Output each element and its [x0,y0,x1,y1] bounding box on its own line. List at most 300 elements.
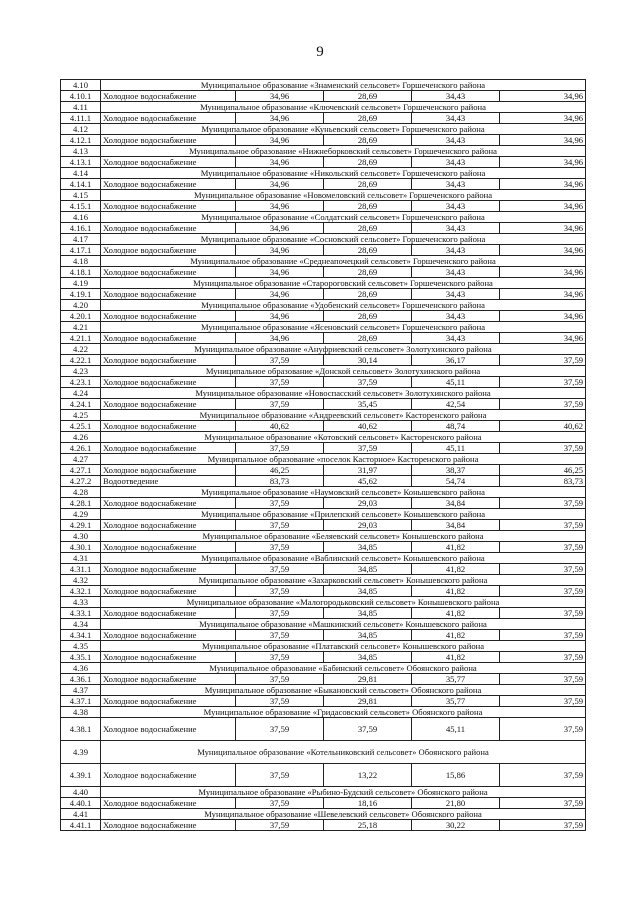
section-title: Муниципальное образование «Новомеловский сельсовет» Горшеченского района [101,190,586,201]
value-cell-1: 37,59 [236,377,324,388]
value-cell-1: 46,25 [236,465,324,476]
table-row [61,91,586,102]
section-header-row [61,641,586,652]
section-header-row [61,168,586,179]
section-number: 4.20 [61,300,101,311]
value-cell-2: 45,62 [324,476,412,487]
section-title: Муниципальное образование «Солдатский сельсовет» Горшеченского района [101,212,586,223]
table-row [61,223,586,234]
row-number: 4.23.1 [61,377,101,388]
value-cell-3: 34,43 [412,289,500,300]
row-number: 4.29.1 [61,520,101,531]
section-header-row [61,487,586,498]
row-number: 4.36.1 [61,674,101,685]
value-cell-2: 29,81 [324,674,412,685]
value-cell-2: 28,69 [324,267,412,278]
value-cell-4: 37,59 [500,718,586,741]
service-name: Холодное водоснабжение [101,399,236,410]
value-cell-2: 34,85 [324,608,412,619]
value-cell-4: 34,96 [500,135,586,146]
value-cell-2: 28,69 [324,201,412,212]
section-header-row [61,809,586,820]
value-cell-3: 42,54 [412,399,500,410]
value-cell-2: 40,62 [324,421,412,432]
value-cell-3: 34,84 [412,498,500,509]
value-cell-1: 34,96 [236,289,324,300]
table-row [61,608,586,619]
service-name: Холодное водоснабжение [101,377,236,388]
value-cell-2: 28,69 [324,289,412,300]
value-cell-4: 34,96 [500,113,586,124]
value-cell-1: 37,59 [236,820,324,831]
value-cell-2: 28,69 [324,91,412,102]
section-header-row [61,553,586,564]
section-title: Муниципальное образование «Сосновский сельсовет» Горшеченского района [101,234,586,245]
section-title: Муниципальное образование «Быкановский сельсовет» Обоянского района [101,685,586,696]
value-cell-3: 41,82 [412,586,500,597]
value-cell-1: 34,96 [236,267,324,278]
value-cell-4: 37,59 [500,820,586,831]
value-cell-1: 34,96 [236,201,324,212]
service-name: Холодное водоснабжение [101,267,236,278]
table-row [61,696,586,707]
value-cell-1: 37,59 [236,652,324,663]
section-title: Муниципальное образование «Ключевский сельсовет» Горшеченского района [101,102,586,113]
section-number: 4.15 [61,190,101,201]
value-cell-2: 28,69 [324,113,412,124]
value-cell-1: 34,96 [236,333,324,344]
value-cell-1: 37,59 [236,399,324,410]
service-name: Холодное водоснабжение [101,696,236,707]
section-header-row [61,707,586,718]
section-title: Муниципальное образование «Удобенский сельсовет» Горшеченского района [101,300,586,311]
value-cell-1: 34,96 [236,179,324,190]
table-row [61,267,586,278]
section-header-row [61,388,586,399]
table-row [61,179,586,190]
value-cell-3: 34,43 [412,135,500,146]
service-name: Холодное водоснабжение [101,608,236,619]
section-number: 4.22 [61,344,101,355]
value-cell-1: 37,59 [236,718,324,741]
row-number: 4.37.1 [61,696,101,707]
section-header-row [61,300,586,311]
table-row [61,652,586,663]
value-cell-2: 37,59 [324,718,412,741]
section-title: Муниципальное образование «Нижнеборковский сельсовет» Горшеченского района [101,146,586,157]
value-cell-3: 45,11 [412,377,500,388]
section-number: 4.38 [61,707,101,718]
section-title: Муниципальное образование «Захарковский сельсовет» Конышевского района [101,575,586,586]
value-cell-2: 28,69 [324,135,412,146]
table-row [61,399,586,410]
page-number: 9 [316,44,324,60]
service-name: Холодное водоснабжение [101,201,236,212]
row-number: 4.28.1 [61,498,101,509]
row-number: 4.20.1 [61,311,101,322]
row-number: 4.11.1 [61,113,101,124]
table-row [61,245,586,256]
service-name: Холодное водоснабжение [101,443,236,454]
section-header-row [61,190,586,201]
value-cell-3: 41,82 [412,630,500,641]
value-cell-3: 54,74 [412,476,500,487]
value-cell-4: 37,59 [500,564,586,575]
value-cell-3: 34,43 [412,267,500,278]
row-number: 4.15.1 [61,201,101,212]
service-name: Холодное водоснабжение [101,91,236,102]
section-header-row [61,124,586,135]
service-name: Холодное водоснабжение [101,289,236,300]
section-title: Муниципальное образование «Донской сельсовет» Золотухинского района [101,366,586,377]
row-number: 4.39.1 [61,764,101,787]
row-number: 4.26.1 [61,443,101,454]
value-cell-3: 34,43 [412,91,500,102]
table-row [61,764,586,787]
service-name: Холодное водоснабжение [101,820,236,831]
section-header-row [61,366,586,377]
value-cell-3: 34,43 [412,245,500,256]
value-cell-3: 41,82 [412,652,500,663]
row-number: 4.34.1 [61,630,101,641]
row-number: 4.18.1 [61,267,101,278]
value-cell-4: 37,59 [500,443,586,454]
section-title: Муниципальное образование «Ануфриевский сельсовет» Золотухинского района [101,344,586,355]
service-name: Холодное водоснабжение [101,542,236,553]
section-number: 4.27 [61,454,101,465]
value-cell-1: 37,59 [236,564,324,575]
service-name: Холодное водоснабжение [101,421,236,432]
value-cell-1: 37,59 [236,520,324,531]
row-number: 4.35.1 [61,652,101,663]
section-header-row [61,741,586,764]
value-cell-4: 34,96 [500,267,586,278]
value-cell-1: 37,59 [236,355,324,366]
section-title: Муниципальное образование «Котельниковский сельсовет» Обоянского района [101,741,586,764]
value-cell-1: 34,96 [236,311,324,322]
table-row [61,443,586,454]
section-title: Муниципальное образование «Наумовский сельсовет» Конышевского района [101,487,586,498]
value-cell-3: 15,86 [412,764,500,787]
value-cell-4: 34,96 [500,245,586,256]
value-cell-2: 29,03 [324,498,412,509]
section-header-row [61,597,586,608]
section-number: 4.41 [61,809,101,820]
service-name: Холодное водоснабжение [101,355,236,366]
value-cell-3: 35,77 [412,674,500,685]
value-cell-4: 37,59 [500,520,586,531]
value-cell-4: 83,73 [500,476,586,487]
table-row [61,289,586,300]
table-row [61,135,586,146]
table-row [61,311,586,322]
row-number: 4.27.1 [61,465,101,476]
table-row [61,630,586,641]
section-number: 4.29 [61,509,101,520]
row-number: 4.38.1 [61,718,101,741]
section-title: Муниципальное образование «Андреевский сельсовет» Касторенского района [101,410,586,421]
table-row [61,201,586,212]
value-cell-2: 30,14 [324,355,412,366]
section-header-row [61,663,586,674]
section-title: Муниципальное образование «Прилепский сельсовет» Конышевского района [101,509,586,520]
section-title: Муниципальное образование «Новоспасский сельсовет» Золотухинского района [101,388,586,399]
section-header-row [61,278,586,289]
value-cell-1: 37,59 [236,674,324,685]
section-number: 4.18 [61,256,101,267]
value-cell-3: 34,43 [412,201,500,212]
value-cell-1: 37,59 [236,443,324,454]
value-cell-1: 34,96 [236,135,324,146]
value-cell-4: 46,25 [500,465,586,476]
section-number: 4.19 [61,278,101,289]
row-number: 4.32.1 [61,586,101,597]
section-title: Муниципальное образование «Гридасовский сельсовет» Обоянского района [101,707,586,718]
value-cell-1: 34,96 [236,91,324,102]
table-row [61,798,586,809]
service-name: Холодное водоснабжение [101,135,236,146]
row-number: 4.17.1 [61,245,101,256]
value-cell-2: 37,59 [324,443,412,454]
value-cell-3: 41,82 [412,608,500,619]
service-name: Холодное водоснабжение [101,586,236,597]
tariff-table-body [61,80,586,831]
row-number: 4.40.1 [61,798,101,809]
section-title: Муниципальное образование «Малогородьковский сельсовет» Конышевского района [101,597,586,608]
row-number: 4.12.1 [61,135,101,146]
value-cell-4: 37,59 [500,542,586,553]
value-cell-3: 38,37 [412,465,500,476]
section-number: 4.35 [61,641,101,652]
table-row [61,542,586,553]
table-row [61,421,586,432]
value-cell-2: 29,81 [324,696,412,707]
section-number: 4.30 [61,531,101,542]
section-header-row [61,102,586,113]
value-cell-2: 34,85 [324,586,412,597]
row-number: 4.16.1 [61,223,101,234]
section-number: 4.11 [61,102,101,113]
value-cell-2: 28,69 [324,311,412,322]
table-row [61,564,586,575]
value-cell-3: 34,43 [412,311,500,322]
section-number: 4.33 [61,597,101,608]
service-name: Холодное водоснабжение [101,564,236,575]
value-cell-2: 34,85 [324,542,412,553]
section-number: 4.12 [61,124,101,135]
value-cell-1: 37,59 [236,764,324,787]
value-cell-4: 34,96 [500,311,586,322]
value-cell-4: 37,59 [500,355,586,366]
value-cell-1: 34,96 [236,223,324,234]
section-number: 4.32 [61,575,101,586]
value-cell-2: 34,85 [324,630,412,641]
section-number: 4.16 [61,212,101,223]
table-row [61,820,586,831]
section-title: Муниципальное образование «Рыбино-Будский сельсовет» Обоянского района [101,787,586,798]
section-title: Муниципальное образование «Машкинский сельсовет» Конышевского района [101,619,586,630]
value-cell-4: 34,96 [500,91,586,102]
value-cell-4: 34,96 [500,201,586,212]
value-cell-1: 37,59 [236,798,324,809]
section-header-row [61,787,586,798]
section-title: Муниципальное образование «Никольский сельсовет» Горшеченского района [101,168,586,179]
value-cell-1: 34,96 [236,113,324,124]
value-cell-1: 34,96 [236,157,324,168]
section-number: 4.40 [61,787,101,798]
service-name: Холодное водоснабжение [101,674,236,685]
section-number: 4.39 [61,741,101,764]
row-number: 4.13.1 [61,157,101,168]
value-cell-1: 37,59 [236,498,324,509]
value-cell-1: 34,96 [236,245,324,256]
table-row [61,333,586,344]
row-number: 4.30.1 [61,542,101,553]
value-cell-3: 41,82 [412,564,500,575]
service-name: Холодное водоснабжение [101,630,236,641]
row-number: 4.24.1 [61,399,101,410]
section-number: 4.31 [61,553,101,564]
value-cell-1: 37,59 [236,630,324,641]
service-name: Холодное водоснабжение [101,245,236,256]
value-cell-3: 41,82 [412,542,500,553]
section-number: 4.25 [61,410,101,421]
section-number: 4.23 [61,366,101,377]
section-header-row [61,685,586,696]
tariff-table [60,79,586,831]
value-cell-4: 34,96 [500,289,586,300]
service-name: Холодное водоснабжение [101,764,236,787]
row-number: 4.14.1 [61,179,101,190]
value-cell-2: 18,16 [324,798,412,809]
row-number: 4.33.1 [61,608,101,619]
section-header-row [61,509,586,520]
row-number: 4.41.1 [61,820,101,831]
section-header-row [61,432,586,443]
section-number: 4.37 [61,685,101,696]
service-name: Холодное водоснабжение [101,113,236,124]
table-row [61,476,586,487]
section-header-row [61,454,586,465]
section-title: Муниципальное образование «Куньевский сельсовет» Горшеченского района [101,124,586,135]
value-cell-3: 34,84 [412,520,500,531]
table-row [61,674,586,685]
section-title: Муниципальное образование «Ясеновский сельсовет» Горшеченского района [101,322,586,333]
table-row [61,113,586,124]
section-title: Муниципальное образование «Котовский сельсовет» Касторенского района [101,432,586,443]
section-title: Муниципальное образование «Беляевский сельсовет» Конышевского района [101,531,586,542]
value-cell-4: 37,59 [500,696,586,707]
row-number: 4.31.1 [61,564,101,575]
value-cell-3: 21,80 [412,798,500,809]
table-row [61,718,586,741]
value-cell-4: 37,59 [500,498,586,509]
section-header-row [61,234,586,245]
section-title: Муниципальное образование «Бабинский сельсовет» Обоянского района [101,663,586,674]
service-name: Водоотведение [101,476,236,487]
value-cell-4: 34,96 [500,223,586,234]
value-cell-2: 28,69 [324,179,412,190]
value-cell-4: 37,59 [500,764,586,787]
section-number: 4.28 [61,487,101,498]
value-cell-3: 35,77 [412,696,500,707]
value-cell-2: 28,69 [324,333,412,344]
value-cell-4: 37,59 [500,399,586,410]
value-cell-2: 28,69 [324,157,412,168]
section-title: Муниципальное образование «Среднеапочецкий сельсовет» Горшеченского района [101,256,586,267]
service-name: Холодное водоснабжение [101,465,236,476]
section-header-row [61,256,586,267]
section-header-row [61,575,586,586]
value-cell-3: 34,43 [412,157,500,168]
table-row [61,377,586,388]
section-header-row [61,344,586,355]
row-number: 4.27.2 [61,476,101,487]
value-cell-4: 34,96 [500,157,586,168]
value-cell-3: 45,11 [412,718,500,741]
value-cell-2: 34,85 [324,564,412,575]
section-header-row [61,531,586,542]
value-cell-3: 34,43 [412,179,500,190]
service-name: Холодное водоснабжение [101,652,236,663]
value-cell-2: 37,59 [324,377,412,388]
service-name: Холодное водоснабжение [101,718,236,741]
value-cell-2: 31,97 [324,465,412,476]
section-number: 4.17 [61,234,101,245]
value-cell-4: 34,96 [500,179,586,190]
row-number: 4.19.1 [61,289,101,300]
table-row [61,465,586,476]
row-number: 4.21.1 [61,333,101,344]
value-cell-3: 48,74 [412,421,500,432]
value-cell-2: 29,03 [324,520,412,531]
section-number: 4.34 [61,619,101,630]
value-cell-2: 35,45 [324,399,412,410]
service-name: Холодное водоснабжение [101,798,236,809]
value-cell-4: 37,59 [500,377,586,388]
section-title: Муниципальное образование «Шевелевский сельсовет» Обоянского района [101,809,586,820]
service-name: Холодное водоснабжение [101,311,236,322]
value-cell-3: 36,17 [412,355,500,366]
value-cell-3: 45,11 [412,443,500,454]
value-cell-4: 34,96 [500,333,586,344]
section-title: Муниципальное образование «Знаменский сельсовет» Горшеченского района [101,80,586,91]
value-cell-2: 28,69 [324,245,412,256]
section-header-row [61,146,586,157]
service-name: Холодное водоснабжение [101,179,236,190]
value-cell-1: 83,73 [236,476,324,487]
value-cell-1: 40,62 [236,421,324,432]
section-number: 4.13 [61,146,101,157]
section-number: 4.21 [61,322,101,333]
section-header-row [61,80,586,91]
section-title: Муниципальное образование «Старороговский сельсовет» Горшеченского района [101,278,586,289]
service-name: Холодное водоснабжение [101,157,236,168]
value-cell-4: 37,59 [500,652,586,663]
row-number: 4.25.1 [61,421,101,432]
value-cell-2: 13,22 [324,764,412,787]
section-title: Муниципальное образование «поселок Касторное» Касторенского района [101,454,586,465]
section-number: 4.26 [61,432,101,443]
value-cell-4: 37,59 [500,586,586,597]
service-name: Холодное водоснабжение [101,333,236,344]
row-number: 4.10.1 [61,91,101,102]
section-number: 4.36 [61,663,101,674]
table-row [61,157,586,168]
value-cell-1: 37,59 [236,696,324,707]
section-header-row [61,619,586,630]
section-number: 4.24 [61,388,101,399]
